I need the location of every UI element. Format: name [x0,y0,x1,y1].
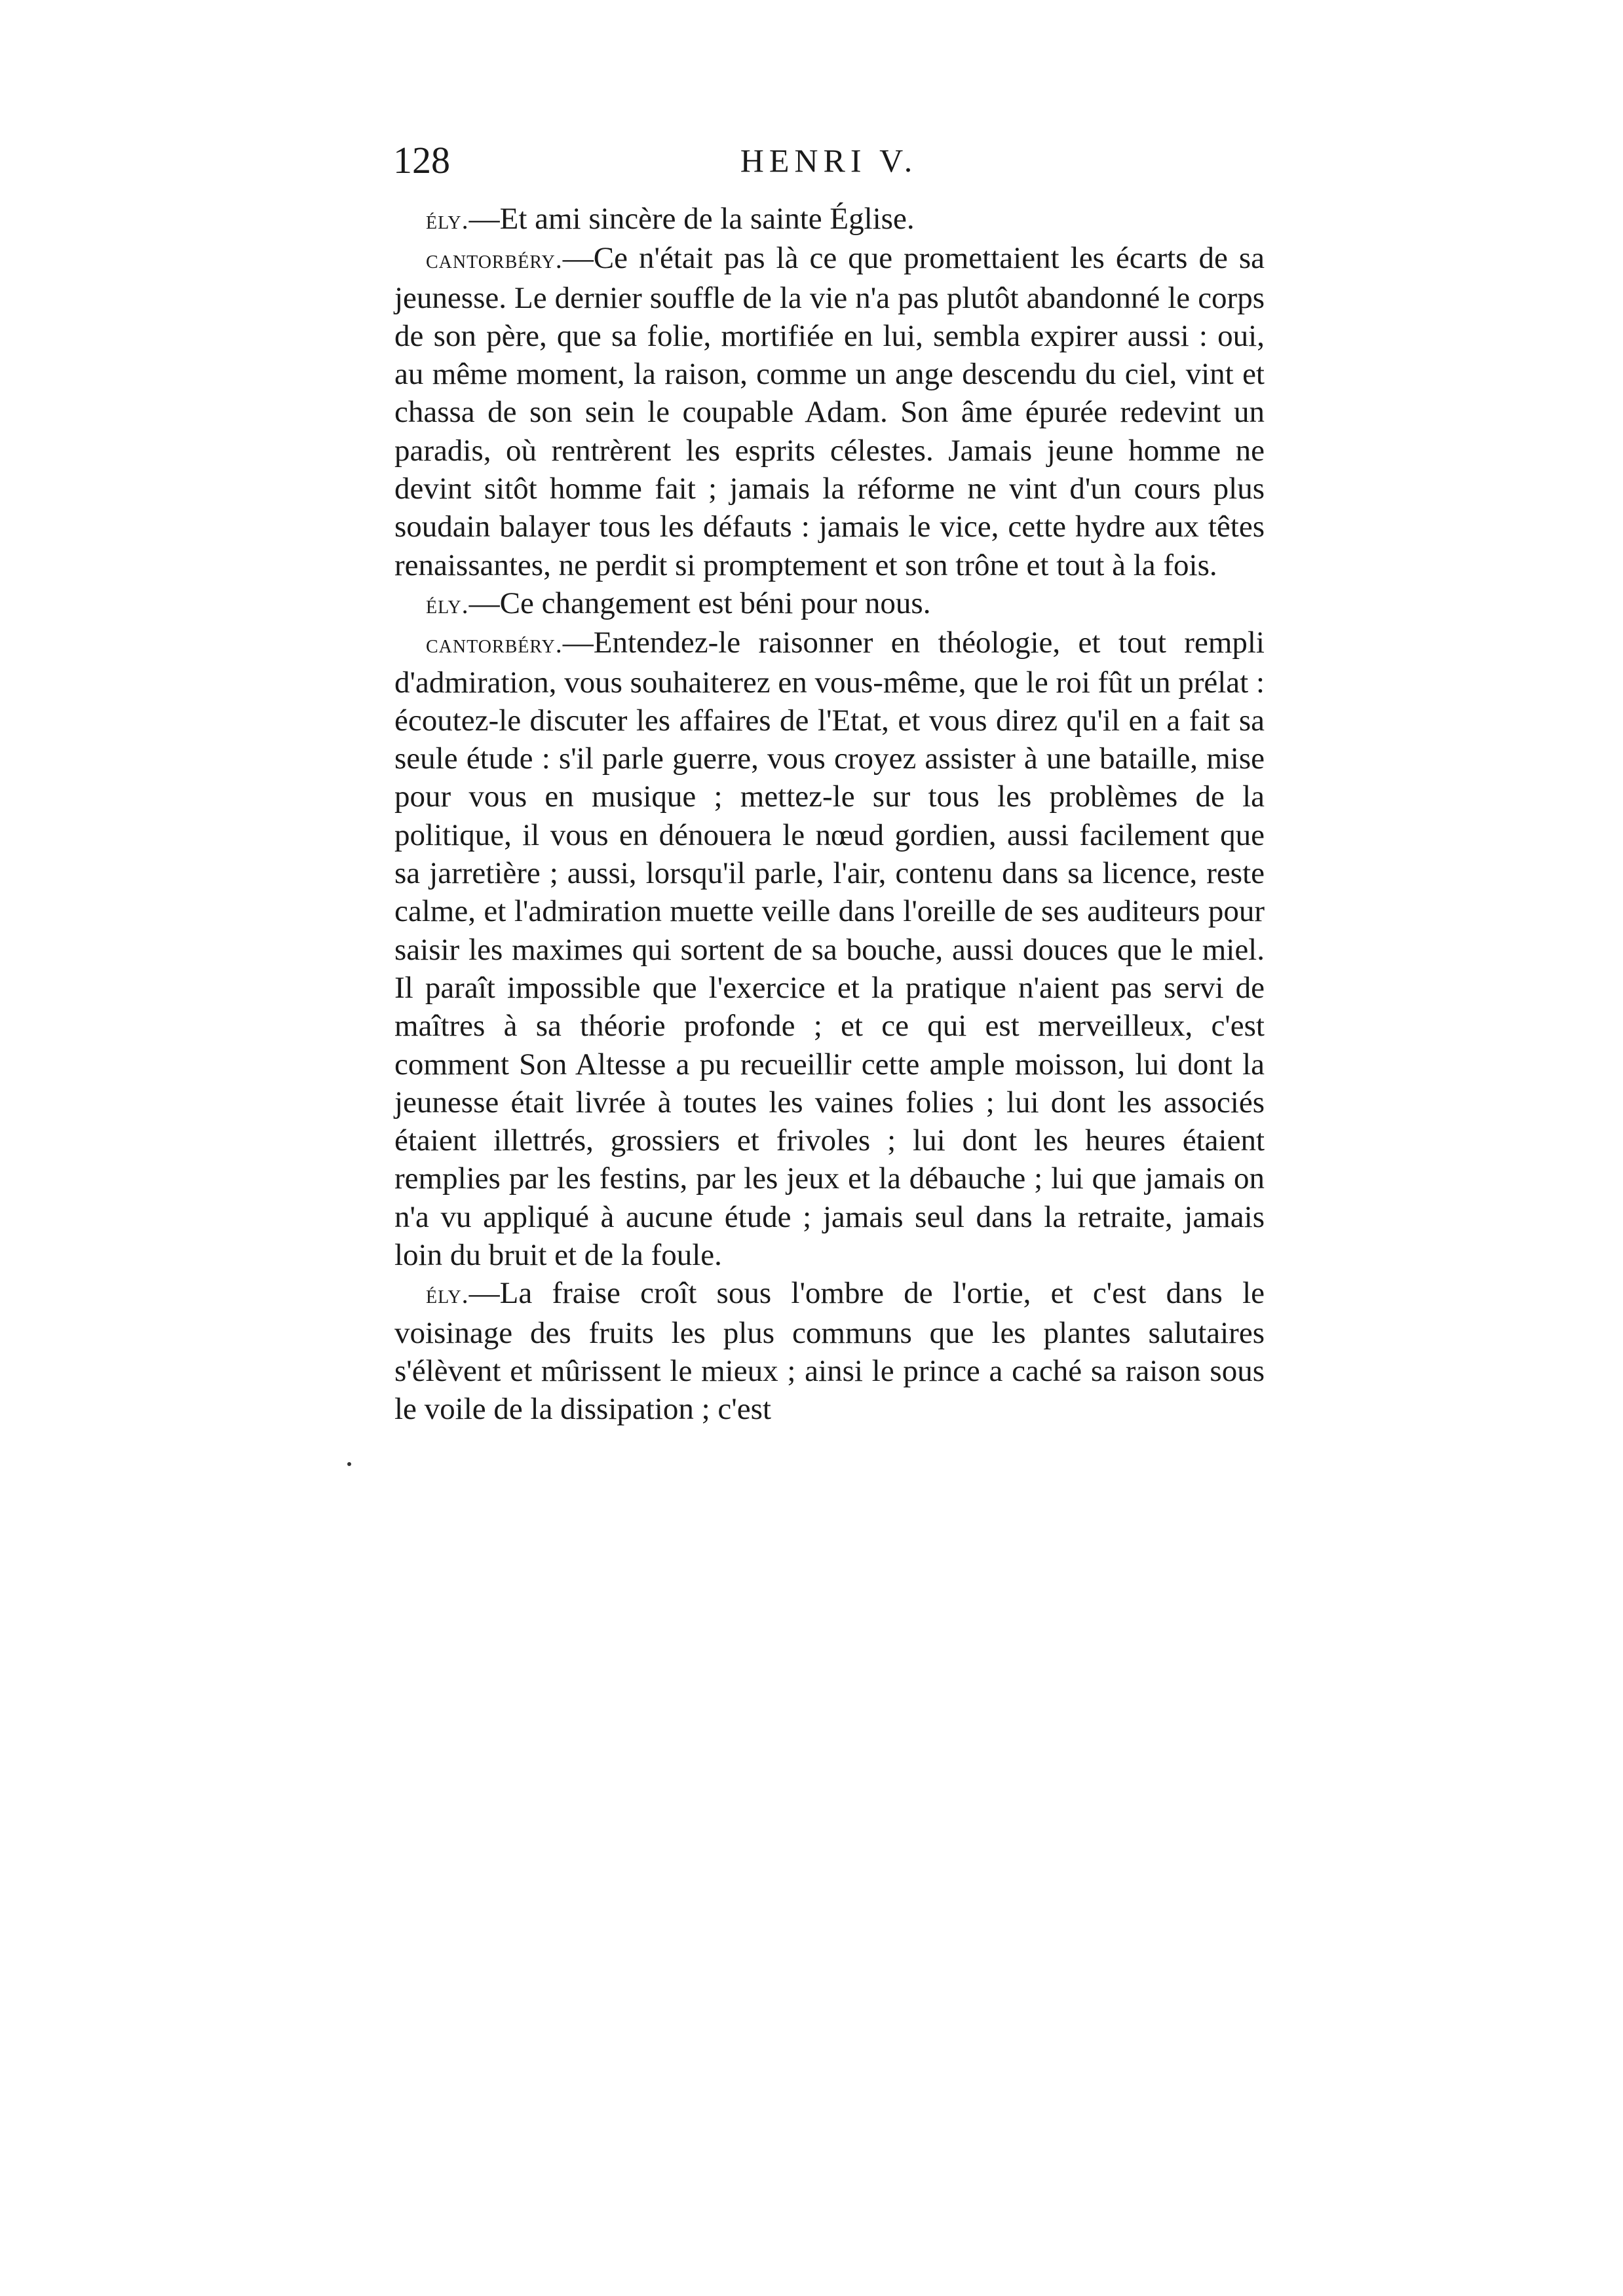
speech-text: —Et ami sincère de la sainte Église. [468,202,915,236]
speech-text: —Entendez-le raisonner en théologie, et tout rempli d'admiration, vous souhaiterez en vous-même, que le roi fût un prélat : écoutez-le discuter les affaires de l'Etat, et vous direz qu'il en a fait sa seule étude : s'il parle guerre, vous croyez assister à une bataille, mise pour vous en musique ; mettez-le sur tous les problèmes de la politique, il vous en dénouera le nœud gordien, aussi facilement que sa jarretière ; aussi, lorsqu'il parle, l'air, contenu dans sa licence, reste calme, et l'admiration muette veille dans l'oreille de ses auditeurs pour saisir les maximes qui sortent de sa bouche, aussi douces que le miel. Il paraît impossible que l'exercice et la pratique n'aient pas servi de maîtres à sa théorie profonde ; et ce qui est merveilleux, c'est comment Son Altesse a pu recueillir cette ample moisson, lui dont la jeunesse était livrée à toutes les vaines folies ; lui dont les associés étaient illettrés, grossiers et frivoles ; lui dont les heures étaient remplies par les festins, par les jeux et la débauche ; lui que jamais on n'a vu appliqué à aucune étude ; jamais seul dans la retraite, jamais loin du bruit et de la foule. [394,626,1265,1273]
speaker-name: ély. [426,1279,469,1309]
running-head [393,134,1265,187]
speech-paragraph [394,1274,1265,1428]
speech-paragraph [394,200,1265,239]
speaker-name: cantorbéry. [426,244,563,274]
speech-paragraph [394,239,1265,584]
ink-speck [347,1462,351,1466]
speaker-name: ély. [426,205,469,235]
main-text [394,200,1265,1429]
page-number: 128 [393,139,450,181]
speaker-name: ély. [426,589,469,619]
speaker-name: cantorbéry. [426,629,563,659]
speech-text: —La fraise croît sous l'ombre de l'ortie, et c'est dans le voisinage des fruits les plus communs que les plantes salutaires s'élèvent et mûrissent le mieux ; ainsi le prince a caché sa raison sous le voile de la dissipation ; c'est [394,1276,1265,1427]
running-title: HENRI V. [740,142,918,179]
speech-paragraph [394,584,1265,624]
speech-paragraph [394,624,1265,1274]
speech-text: —Ce changement est béni pour nous. [468,586,931,620]
speech-text: —Ce n'était pas là ce que promettaient les écarts de sa jeunesse. Le dernier souffle de la vie n'a pas plutôt abandonné le corps de son père, que sa folie, mortifiée en lui, sembla expirer aussi : oui, au même moment, la raison, comme un ange descendu du ciel, vint et chassa de son sein le coupable Adam. Son âme épurée redevint un paradis, où rentrèrent les esprits célestes. Jamais jeune homme ne devint sitôt homme fait ; jamais la réforme ne vint d'un cours plus soudain balayer tous les défauts : jamais le vice, cette hydre aux têtes renaissantes, ne perdit si promptement et son trône et tout à la fois. [394,241,1265,582]
